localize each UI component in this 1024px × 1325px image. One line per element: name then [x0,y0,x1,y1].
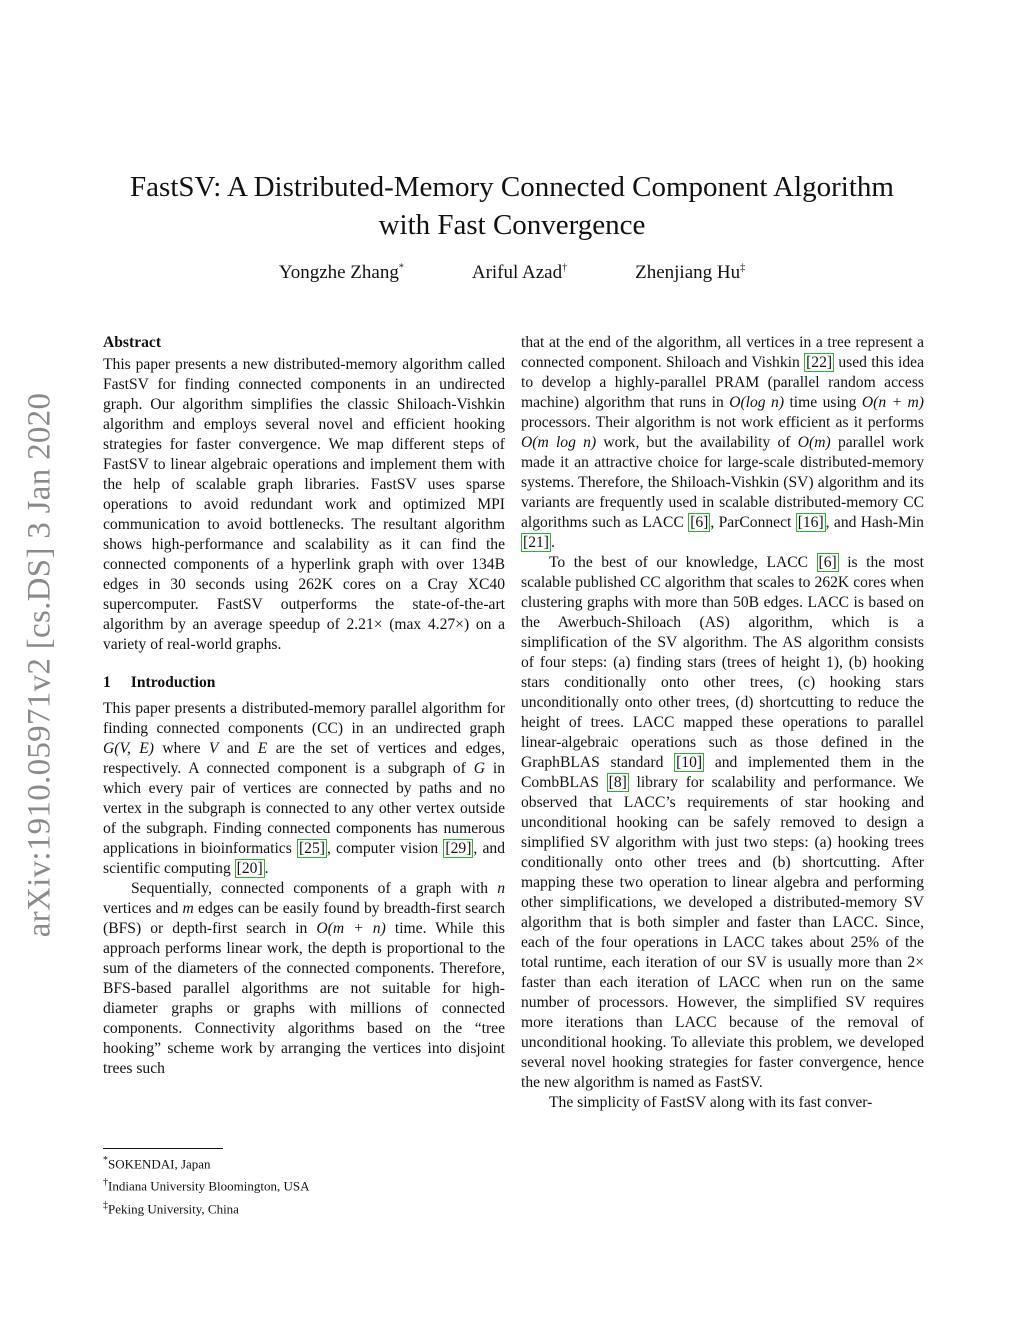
citation-link[interactable]: [22] [806,354,833,371]
citation-link[interactable]: [29] [445,840,472,857]
abstract-text: This paper presents a new distributed-memory algorithm called FastSV for finding connected components in an undirected graph. Our algorithm simplifies the classic Shiloach-Vishkin algorithm and employs several novel and efficient hooking strategies for faster convergence. We map different steps of FastSV to linear algebraic operations and implement them with the help of scalable graph libraries. FastSV uses sparse operations to avoid redundant work and optimized MPI communication to avoid bottlenecks. The resultant algorithm shows high-performance and scalability as it can find the connected components of a hyperlink graph with over 134B edges in 30 seconds using 262K cores on a Cray XC40 supercomputer. FastSV outperforms the state-of-the-art algorithm by an average speedup of 2.21× (max 4.27×) on a variety of real-world graphs. [103,356,505,653]
footnote: ‡Peking University, China [103,1199,239,1216]
arxiv-stamp-text: arXiv:1910.05971v2 [cs.DS] 3 Jan 2020 [21,392,58,938]
citation-link[interactable]: [6] [818,554,837,571]
left-column [103,333,505,1079]
title-line-2: with Fast Convergence [378,209,646,241]
title-line-1: FastSV: A Distributed-Memory Connected Component Algorithm [130,171,894,203]
section-title: Introduction [130,674,216,691]
author: Ariful Azad† [471,262,568,283]
author: Yongzhe Zhang* [278,262,404,283]
citation-link[interactable]: [21] [523,534,549,551]
author: Zhenjiang Hu‡ [635,262,746,283]
section-heading [103,673,505,693]
citation-link[interactable]: [8] [608,774,627,791]
intro-paragraph-1: This paper presents a distributed-memory parallel algorithm for finding connected components (CC) in an undirected graph G(V, E) where V and E are the set of vertices and edges, respectively. A connected component is a subgraph of G in which every pair of vertices are connected by paths and no vertex in the subgraph is connected to any other vertex outside of the subgraph. Finding connected components has numerous applications in bioinformatics [25] , computer vision [29] , and scientific computing [20] . [103,700,506,877]
intro-paragraph-2: Sequentially, connected components of a graph with n vertices and m edges can be easily found by breadth-first search (BFS) or depth-first search in O(m + n) time. While this approach performs linear work, the depth is proportional to the sum of the diameters of the connected components. Therefore, BFS-based parallel algorithms are not suitable for high-diameter graphs or graphs with millions of connected components. Connectivity algorithms based on the “tree hooking” scheme work by arranging the vertices into disjoint trees such [103,880,505,1077]
footnote: *SOKENDAI, Japan [103,1155,211,1172]
citation-link[interactable]: [6] [690,514,709,531]
paper-title [100,168,924,244]
citation-link[interactable]: [20] [236,860,263,877]
intro-paragraph-3: that at the end of the algorithm, all vertices in a tree represent a connected component. Shiloach and Vishkin [22] used this idea to develop a highly-parallel PRAM (parallel random access machine) algorithm that runs in O(log n) time using O(n + m) processors. Their algorithm is not work efficient as it performs O(m log n) work, but the availability of O(m) parallel work made it an attractive choice for large-scale distributed-memory systems. Therefore, the Shiloach-Vishkin (SV) algorithm and its variants are frequently used in scalable distributed-memory CC algorithms such as LACC [6] , ParConnect [16] , and Hash-Min [21] . [521,334,925,551]
arxiv-stamp [10,370,70,960]
abstract-heading: Abstract [103,334,162,351]
author-list [100,262,924,284]
intro-paragraph-4: To the best of our knowledge, LACC [6] is the most scalable published CC algorithm that scales to 262K cores when clustering graphs with more than 50B edges. LACC is based on the Awerbuch-Shiloach (AS) algorithm, which is a simplification of the SV algorithm. The AS algorithm consists of four steps: (a) finding stars (trees of height 1), (b) hooking stars conditionally onto other trees, (c) hooking stars unconditionally onto other trees, (d) shortcutting to reduce the height of trees. LACC mapped these operations to parallel linear-algebraic operations such as those defined in the GraphBLAS standard [10] and implemented them in the CombBLAS [8] library for scalability and performance. We observed that LACC’s requirements of star hooking and unconditional hooking can be safely removed to design a simplified SV algorithm with just two steps: (a) hooking trees conditionally onto other trees and (b) shortcutting. After mapping these two operation to linear algebra and performing other simplifications, we developed a distributed-memory SV algorithm that is both simpler and faster than LACC. Since, each of the four operations in LACC takes about 25% of the total runtime, each iteration of our SV is usually more than 2× faster than each iteration of LACC when run on the same number of processors. However, the simplified SV requires more iterations than LACC because of the removal of unconditional hooking. To alleviate this problem, we developed several novel hooking strategies for faster convergence, hence the new algorithm is named as FastSV. [521,554,925,1091]
intro-paragraph-5: The simplicity of FastSV along with its fast conver- [549,1094,873,1111]
footnote: †Indiana University Bloomington, USA [103,1177,310,1194]
citation-link[interactable]: [25] [298,840,325,857]
citation-link[interactable]: [16] [797,514,824,531]
right-column [521,333,924,1113]
citation-link[interactable]: [10] [676,754,703,771]
footnote-rule [103,1148,223,1149]
section-number: 1 [103,674,111,691]
footnotes [103,1148,505,1218]
